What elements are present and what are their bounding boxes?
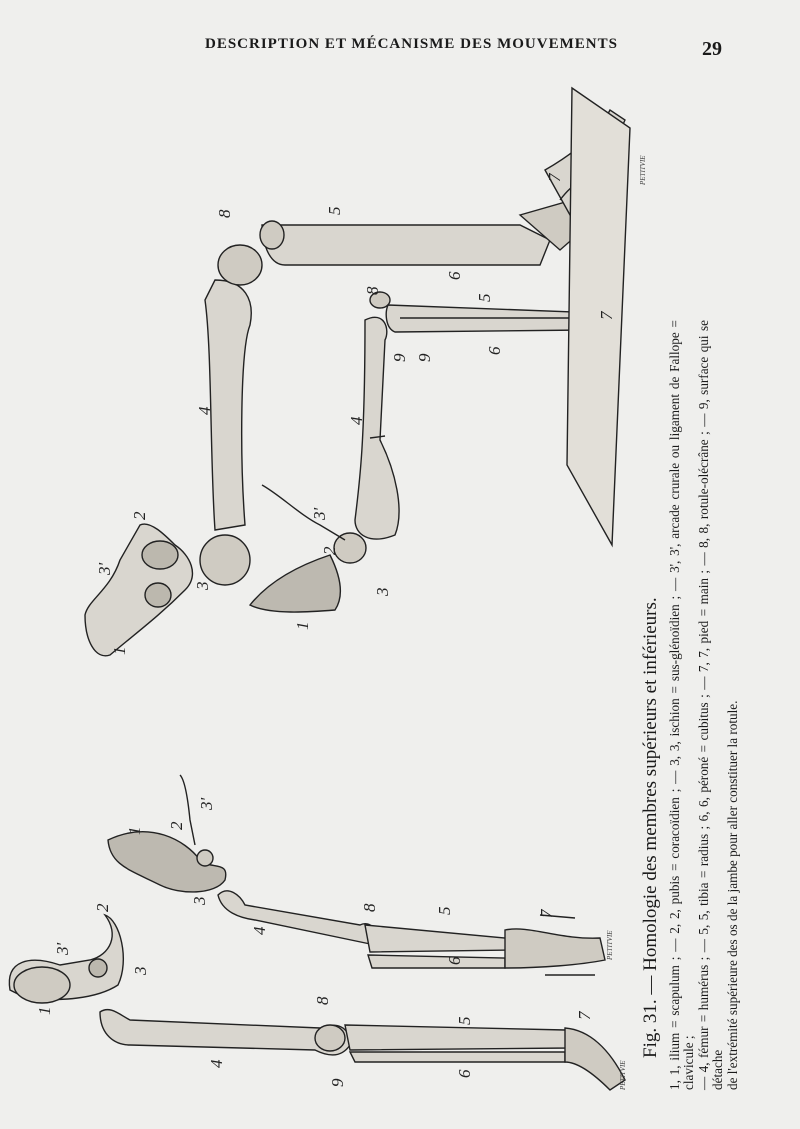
label-6: 6 xyxy=(485,346,504,355)
label-6: 6 xyxy=(445,271,464,280)
label-4: 4 xyxy=(347,416,366,425)
legend-line: 1, 1, ilium = scapulum ; — 2, 2, pubis = coracoïdien ; — 3, 3, ischion = sus-glénoïdien ; — 3', 3', arcade crurale ou ligament de Fallope = clavicule ; xyxy=(667,320,697,1090)
label-1: 1 xyxy=(35,1006,54,1015)
label-7: 7 xyxy=(545,173,564,182)
label-3: 3 xyxy=(193,581,212,590)
label-3prime: 3' xyxy=(310,507,329,520)
label-7: 7 xyxy=(597,311,616,320)
label-2: 2 xyxy=(320,546,339,555)
label-1: 1 xyxy=(125,826,144,835)
leg-bones-illustration xyxy=(100,1010,625,1090)
label-6: 6 xyxy=(445,956,464,965)
scapula-illustration-large xyxy=(250,485,366,612)
legend-line: de l'extrémité supérieure des os de la jambe pour aller constituer la rotule. xyxy=(724,700,740,1090)
label-4: 4 xyxy=(250,926,269,935)
label-9: 9 xyxy=(390,353,409,362)
page-number: 29 xyxy=(702,38,722,60)
label-8: 8 xyxy=(313,996,332,1005)
label-2: 2 xyxy=(167,821,186,830)
figure-caption xyxy=(640,290,740,1090)
label-7: 7 xyxy=(537,909,556,918)
label-3prime: 3' xyxy=(95,562,114,575)
label-7: 7 xyxy=(575,1011,594,1020)
label-9: 9 xyxy=(415,353,434,362)
label-5: 5 xyxy=(475,293,494,302)
humerus-illustration xyxy=(355,317,399,539)
label-3: 3 xyxy=(131,966,150,975)
label-5: 5 xyxy=(435,906,454,915)
label-3: 3 xyxy=(373,587,392,596)
label-9: 9 xyxy=(328,1078,347,1087)
label-3prime: 3' xyxy=(53,942,72,955)
legend-line: — 4, fémur = humérus ; — 5, 5, tibia = radius ; 6, 6, péroné = cubitus ; — 7, 7, pied = main ; — 8, 8, rotule-olécrâne ; — 9, surface qui se détache xyxy=(695,320,726,1090)
tibia-illustration xyxy=(260,195,600,265)
figure-title: Fig. 31. — Homologie des membres supérieurs et inférieurs. xyxy=(640,597,661,1058)
label-2: 2 xyxy=(130,511,149,520)
label-3prime: 3' xyxy=(197,797,216,810)
running-head: DESCRIPTION ET MÉCANISME DES MOUVEMENTS xyxy=(205,36,618,52)
engraver-signature: PETITVIE xyxy=(639,155,647,185)
label-6: 6 xyxy=(455,1069,474,1078)
label-1: 1 xyxy=(110,646,129,655)
label-4: 4 xyxy=(195,406,214,415)
label-5: 5 xyxy=(325,206,344,215)
label-8: 8 xyxy=(363,286,382,295)
label-8: 8 xyxy=(360,903,379,912)
pelvis-illustration-small xyxy=(9,915,123,1003)
label-3: 3 xyxy=(190,896,209,905)
label-2: 2 xyxy=(93,903,112,912)
engraver-signature: PETITVIE xyxy=(606,930,614,960)
label-5: 5 xyxy=(455,1016,474,1025)
label-8: 8 xyxy=(215,209,234,218)
label-4: 4 xyxy=(207,1059,226,1068)
label-1: 1 xyxy=(293,621,312,630)
figure-legend xyxy=(668,320,740,1090)
pelvis-illustration-large xyxy=(85,524,192,656)
arm-bones-illustration xyxy=(218,891,605,975)
engraver-signature: PETITVIE xyxy=(619,1060,627,1090)
